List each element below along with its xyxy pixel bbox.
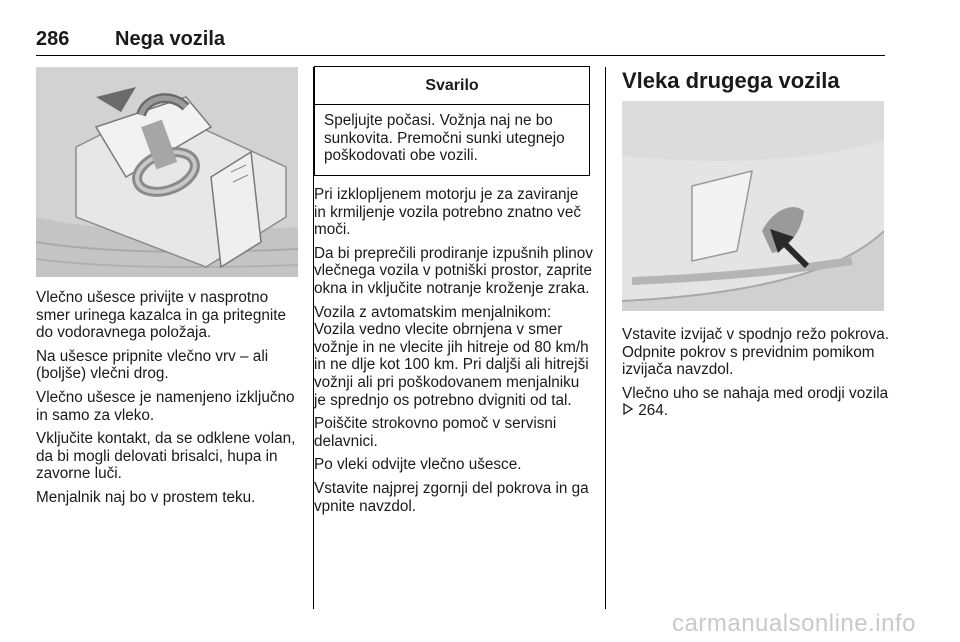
warning-title: Svarilo bbox=[315, 67, 589, 105]
reference-text: Vlečno uho se nahaja med orodji vozila bbox=[622, 384, 889, 402]
bumper-cover-illustration bbox=[622, 101, 884, 311]
paragraph: Vozila z avtomatskim menjalnikom: Vozila vedno vlecite obrnjena v smer vožnje in ne vlecite jih hitreje od 80 km/h in ne dlje kot 100 km. Pri daljši ali hitrejši vožnji ali pri poškodovanem menjalniku je sprednjo os potrebno dvigniti od tal. bbox=[314, 303, 589, 409]
warning-box bbox=[314, 66, 590, 176]
paragraph: Vlečno ušesce privijte v nasprotno smer urinega kazalca in ga pritegnite do vodoravnega položaja. bbox=[36, 289, 286, 342]
paragraph: Vstavite izvijač v spodnjo režo pokrova. Odpnite pokrov s previdnim pomikom izvijača navzdol. bbox=[622, 326, 889, 379]
paragraph: Da bi preprečili prodiranje izpušnih plinov vlečnega vozila v potniški prostor, zaprite okna in vključite notranje kroženje zraka. bbox=[314, 244, 593, 297]
column-divider-right bbox=[605, 67, 606, 609]
reference-page[interactable]: 264. bbox=[638, 402, 669, 420]
page-reference-arrow-icon bbox=[622, 402, 634, 420]
paragraph: Menjalnik naj bo v prostem teku. bbox=[36, 488, 256, 506]
left-column-text bbox=[36, 289, 301, 513]
middle-column-text bbox=[314, 186, 594, 521]
paragraph: Pri izklopljenem motorju je za zaviranje in krmiljenje vozila potrebno znatno več moči. bbox=[314, 186, 581, 239]
page-number: 286 bbox=[36, 28, 70, 50]
tow-eye-illustration bbox=[36, 67, 298, 277]
chapter-title: Nega vozila bbox=[115, 28, 226, 50]
paragraph: Vlečno ušesce je namenjeno izključno in samo za vleko. bbox=[36, 388, 295, 424]
right-column-text bbox=[622, 326, 890, 426]
paragraph: Po vleki odvijte vlečno ušesce. bbox=[314, 456, 522, 474]
paragraph: Na ušesce pripnite vlečno vrv – ali (boljše) vlečni drog. bbox=[36, 347, 269, 383]
paragraph: Poiščite strokovno pomoč v servisni delavnici. bbox=[314, 415, 557, 450]
paragraph: Vključite kontakt, da se odklene volan, da bi mogli delovati brisalci, hupa in zavorne luči. bbox=[36, 430, 296, 483]
section-title: Vleka drugega vozila bbox=[622, 68, 840, 93]
header-rule bbox=[36, 55, 885, 56]
warning-text: Speljujte počasi. Vožnja naj ne bo sunkovita. Premočni sunki utegnejo poškodovati obe vozili. bbox=[324, 112, 565, 165]
paragraph: Vstavite najprej zgornji del pokrova in ga vpnite navzdol. bbox=[314, 479, 589, 515]
reference-paragraph bbox=[622, 385, 890, 420]
watermark: carmanualsonline.info bbox=[672, 610, 916, 637]
